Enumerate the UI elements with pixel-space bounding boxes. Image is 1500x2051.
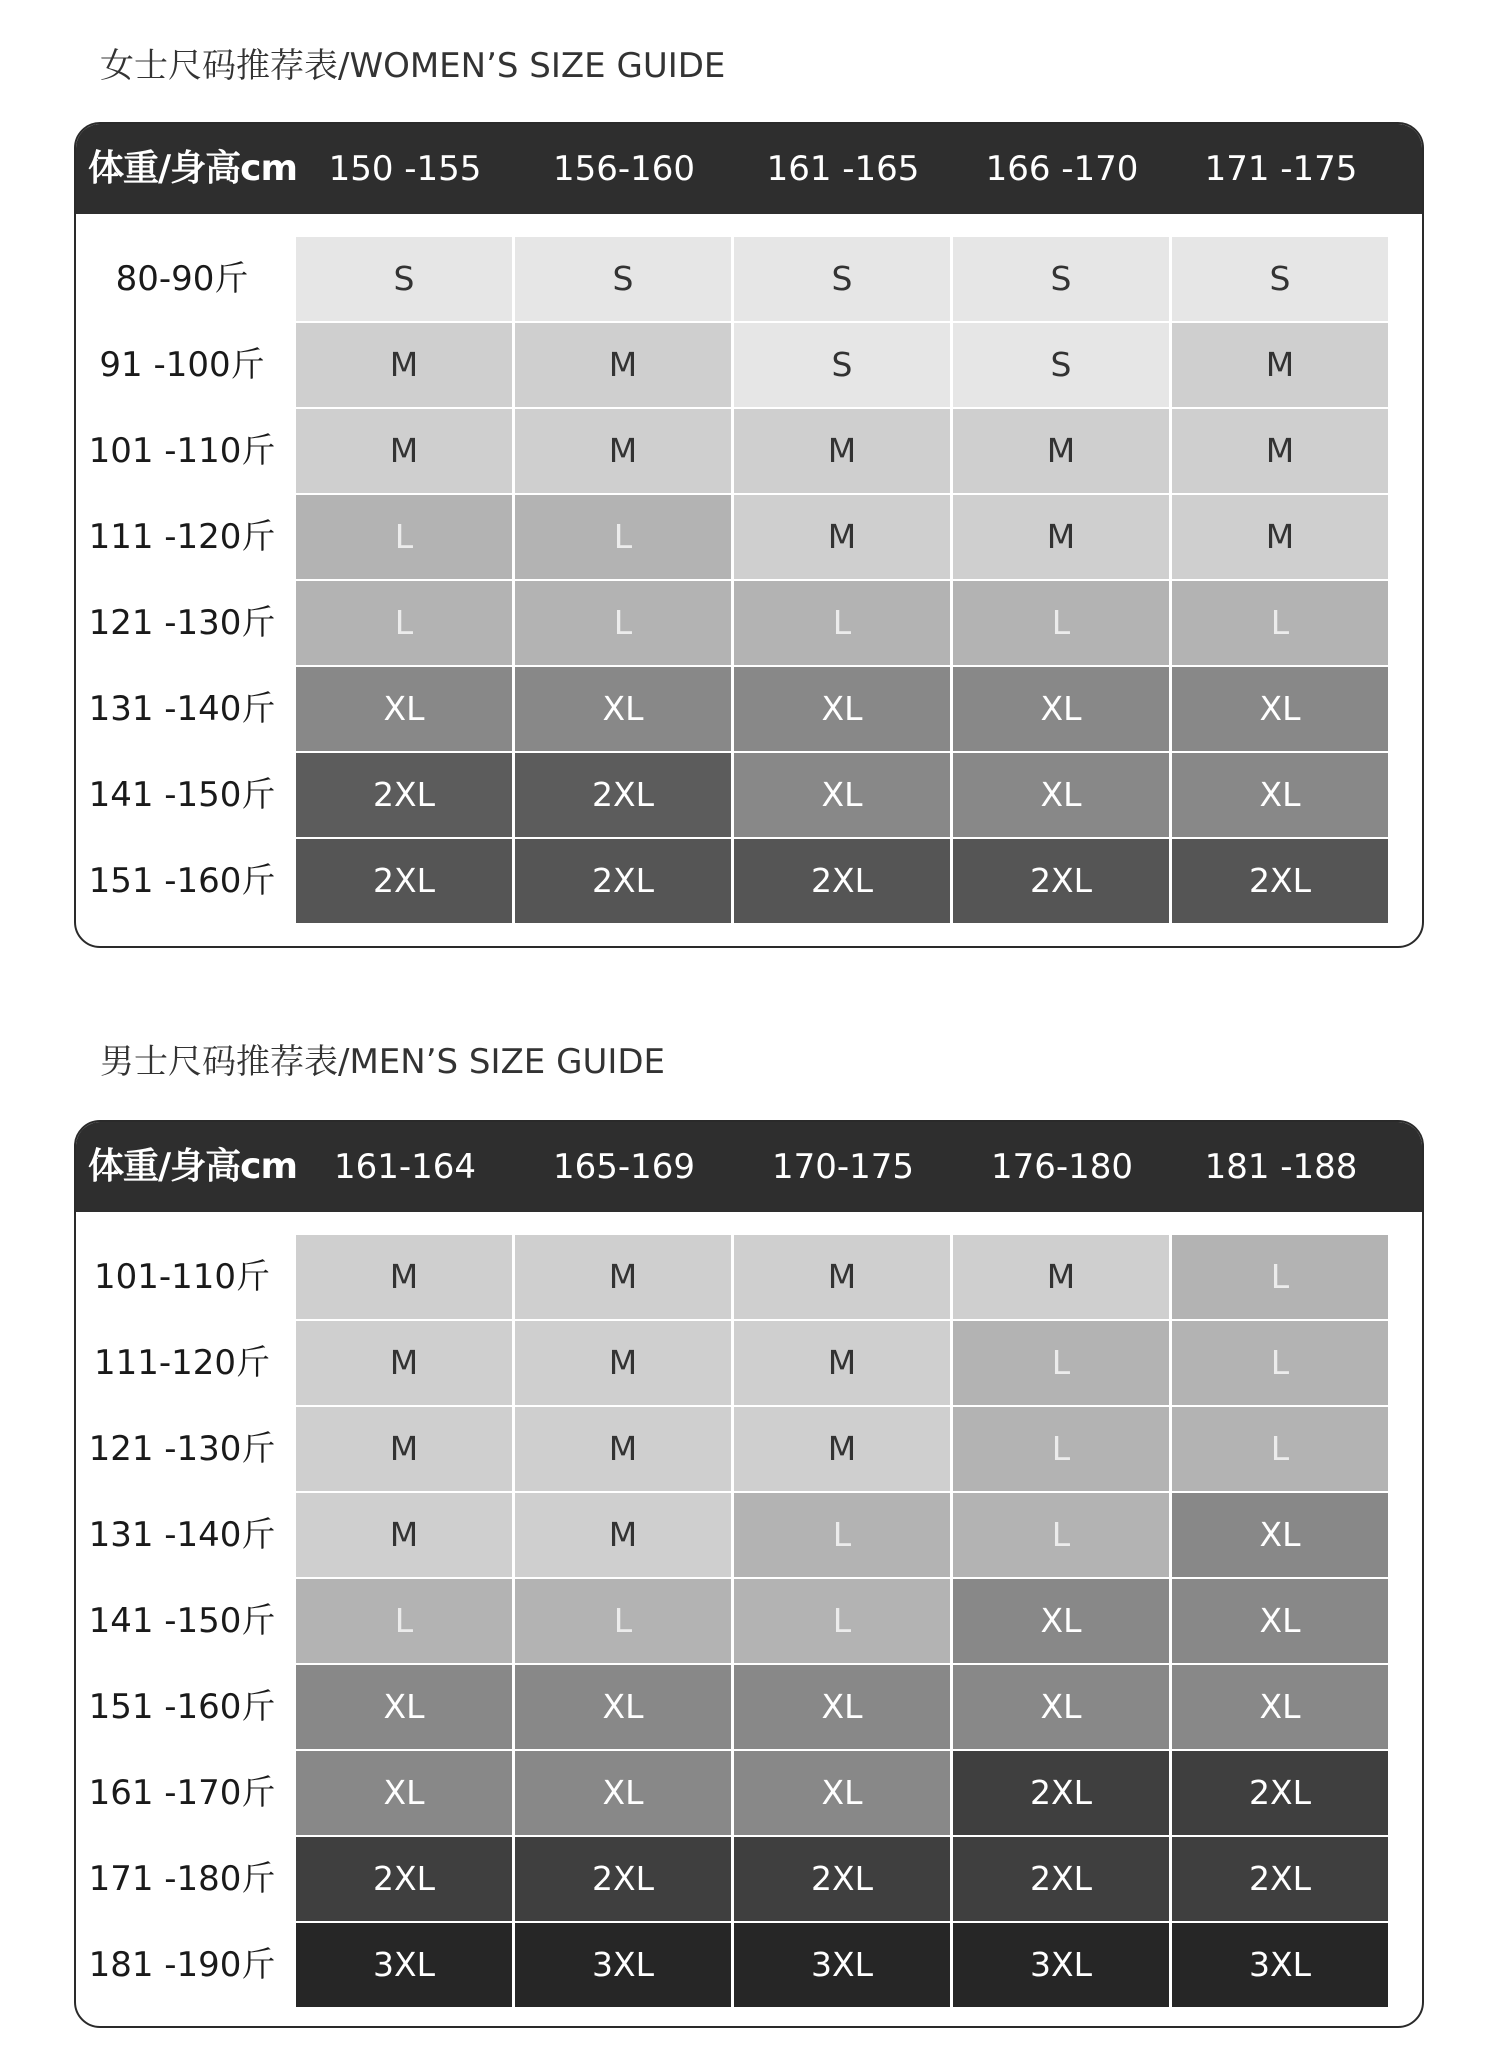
women-header-label: 体重/身高cm	[88, 148, 298, 189]
men-size-cell: L	[1172, 1321, 1388, 1405]
men-table-row	[88, 1665, 1391, 1749]
women-table-row	[88, 409, 1391, 493]
women-size-cell: 2XL	[296, 839, 512, 923]
men-size-cell: XL	[515, 1665, 731, 1749]
men-size-cell: L	[1172, 1407, 1388, 1491]
men-size-cell: M	[515, 1407, 731, 1491]
men-size-cell: 2XL	[734, 1837, 950, 1921]
men-header-label: 体重/身高cm	[88, 1146, 298, 1187]
men-size-cell: 3XL	[1172, 1923, 1388, 2007]
women-size-cell: L	[296, 495, 512, 579]
men-size-cell: L	[1172, 1235, 1388, 1319]
men-header-col: 165-169	[552, 1147, 696, 1187]
women-size-cell: S	[953, 323, 1169, 407]
women-size-cell: L	[1172, 581, 1388, 665]
women-size-cell: M	[1172, 323, 1388, 407]
women-size-cell: S	[1172, 237, 1388, 321]
women-size-cell: XL	[953, 667, 1169, 751]
men-header-col: 161-164	[333, 1147, 477, 1187]
women-size-cell: M	[296, 323, 512, 407]
men-size-cell: M	[296, 1493, 512, 1577]
women-size-cell: L	[515, 495, 731, 579]
men-size-cell: M	[515, 1493, 731, 1577]
women-size-cell: L	[734, 581, 950, 665]
women-size-cell: XL	[515, 667, 731, 751]
women-size-cell: S	[734, 237, 950, 321]
men-size-cell: XL	[734, 1665, 950, 1749]
men-size-cell: L	[734, 1579, 950, 1663]
women-header-col: 161 -165	[766, 149, 920, 189]
women-row-label: 111 -120斤	[88, 517, 276, 557]
men-row-label: 121 -130斤	[88, 1429, 276, 1469]
men-size-cell: XL	[1172, 1579, 1388, 1663]
women-size-cell: XL	[1172, 753, 1388, 837]
men-table-row	[88, 1579, 1391, 1663]
women-table-row	[115, 237, 1391, 321]
women-size-cell: S	[953, 237, 1169, 321]
men-size-cell: 2XL	[1172, 1751, 1388, 1835]
men-size-cell: 2XL	[296, 1837, 512, 1921]
women-table-row	[88, 753, 1391, 837]
women-table-row	[88, 667, 1391, 751]
women-size-cell: XL	[953, 753, 1169, 837]
men-row-label: 131 -140斤	[88, 1515, 276, 1555]
women-header-col: 171 -175	[1204, 149, 1358, 189]
women-size-cell: 2XL	[734, 839, 950, 923]
women-header-col: 150 -155	[328, 149, 482, 189]
women-size-cell: M	[515, 409, 731, 493]
women-size-cell: M	[953, 495, 1169, 579]
women-row-label: 141 -150斤	[88, 775, 276, 815]
men-size-cell: 3XL	[734, 1923, 950, 2007]
men-size-cell: XL	[953, 1579, 1169, 1663]
men-row-label: 151 -160斤	[88, 1687, 276, 1727]
women-size-cell: M	[953, 409, 1169, 493]
men-size-cell: M	[734, 1235, 950, 1319]
men-size-cell: 2XL	[953, 1751, 1169, 1835]
women-row-label: 80-90斤	[115, 259, 249, 299]
women-table-row	[88, 495, 1391, 579]
men-table-row	[88, 1837, 1391, 1921]
women-header-col: 166 -170	[985, 149, 1139, 189]
women-row-label: 101 -110斤	[88, 431, 276, 471]
women-size-cell: XL	[1172, 667, 1388, 751]
men-table-row	[93, 1235, 1391, 1319]
women-size-cell: S	[734, 323, 950, 407]
women-size-cell: M	[1172, 495, 1388, 579]
women-row-label: 131 -140斤	[88, 689, 276, 729]
women-table-row	[88, 581, 1391, 665]
men-size-cell: L	[296, 1579, 512, 1663]
men-size-cell: M	[734, 1321, 950, 1405]
men-row-label: 171 -180斤	[88, 1859, 276, 1899]
women-size-cell: 2XL	[1172, 839, 1388, 923]
women-table-row	[99, 323, 1391, 407]
men-size-cell: M	[515, 1321, 731, 1405]
women-title: 女士尺码推荐表/WOMEN’S SIZE GUIDE	[100, 46, 726, 86]
men-size-cell: L	[953, 1493, 1169, 1577]
men-table-row	[88, 1751, 1391, 1835]
women-size-cell: M	[734, 409, 950, 493]
women-size-cell: M	[515, 323, 731, 407]
women-size-cell: L	[515, 581, 731, 665]
men-size-cell: M	[734, 1407, 950, 1491]
women-size-cell: S	[296, 237, 512, 321]
women-table-row	[88, 839, 1391, 923]
women-size-cell: XL	[296, 667, 512, 751]
men-header-col: 176-180	[990, 1147, 1134, 1187]
men-size-cell: M	[953, 1235, 1169, 1319]
men-size-cell: M	[296, 1321, 512, 1405]
men-size-cell: 3XL	[953, 1923, 1169, 2007]
women-size-cell: L	[296, 581, 512, 665]
men-size-cell: 3XL	[515, 1923, 731, 2007]
women-size-cell: M	[734, 495, 950, 579]
women-size-cell: XL	[734, 753, 950, 837]
women-row-label: 91 -100斤	[99, 345, 265, 385]
men-row-label: 141 -150斤	[88, 1601, 276, 1641]
men-title: 男士尺码推荐表/MEN’S SIZE GUIDE	[100, 1042, 666, 1082]
men-size-table	[74, 1120, 1424, 2028]
men-header-col: 170-175	[771, 1147, 915, 1187]
men-size-cell: XL	[515, 1751, 731, 1835]
women-size-cell: M	[1172, 409, 1388, 493]
men-size-cell: XL	[1172, 1665, 1388, 1749]
men-size-cell: 3XL	[296, 1923, 512, 2007]
men-size-cell: XL	[296, 1751, 512, 1835]
men-row-label: 181 -190斤	[88, 1945, 276, 1985]
women-size-cell: M	[296, 409, 512, 493]
men-table-row	[93, 1321, 1391, 1405]
women-size-cell: S	[515, 237, 731, 321]
men-row-label: 161 -170斤	[88, 1773, 276, 1813]
men-row-label: 101-110斤	[93, 1257, 271, 1297]
men-size-cell: 2XL	[953, 1837, 1169, 1921]
men-size-cell: L	[734, 1493, 950, 1577]
women-size-cell: XL	[734, 667, 950, 751]
men-size-cell: XL	[734, 1751, 950, 1835]
men-size-cell: 2XL	[1172, 1837, 1388, 1921]
men-size-cell: L	[953, 1407, 1169, 1491]
men-header-col: 181 -188	[1204, 1147, 1358, 1187]
men-row-label: 111-120斤	[93, 1343, 271, 1383]
women-row-label: 151 -160斤	[88, 861, 276, 901]
men-table-header	[76, 1122, 1422, 1212]
women-size-cell: 2XL	[515, 839, 731, 923]
women-size-cell: 2XL	[296, 753, 512, 837]
women-header-col: 156-160	[552, 149, 696, 189]
women-size-table	[74, 122, 1424, 948]
women-size-cell: 2XL	[515, 753, 731, 837]
men-size-cell: M	[515, 1235, 731, 1319]
men-size-cell: XL	[953, 1665, 1169, 1749]
men-table-row	[88, 1923, 1391, 2007]
men-size-cell: M	[296, 1235, 512, 1319]
men-table-row	[88, 1407, 1391, 1491]
women-table-header	[76, 124, 1422, 214]
men-table-row	[88, 1493, 1391, 1577]
men-size-cell: XL	[1172, 1493, 1388, 1577]
men-size-cell: 2XL	[515, 1837, 731, 1921]
men-size-cell: L	[953, 1321, 1169, 1405]
men-size-cell: M	[296, 1407, 512, 1491]
women-size-cell: 2XL	[953, 839, 1169, 923]
men-size-cell: L	[515, 1579, 731, 1663]
women-row-label: 121 -130斤	[88, 603, 276, 643]
women-size-cell: L	[953, 581, 1169, 665]
men-size-cell: XL	[296, 1665, 512, 1749]
